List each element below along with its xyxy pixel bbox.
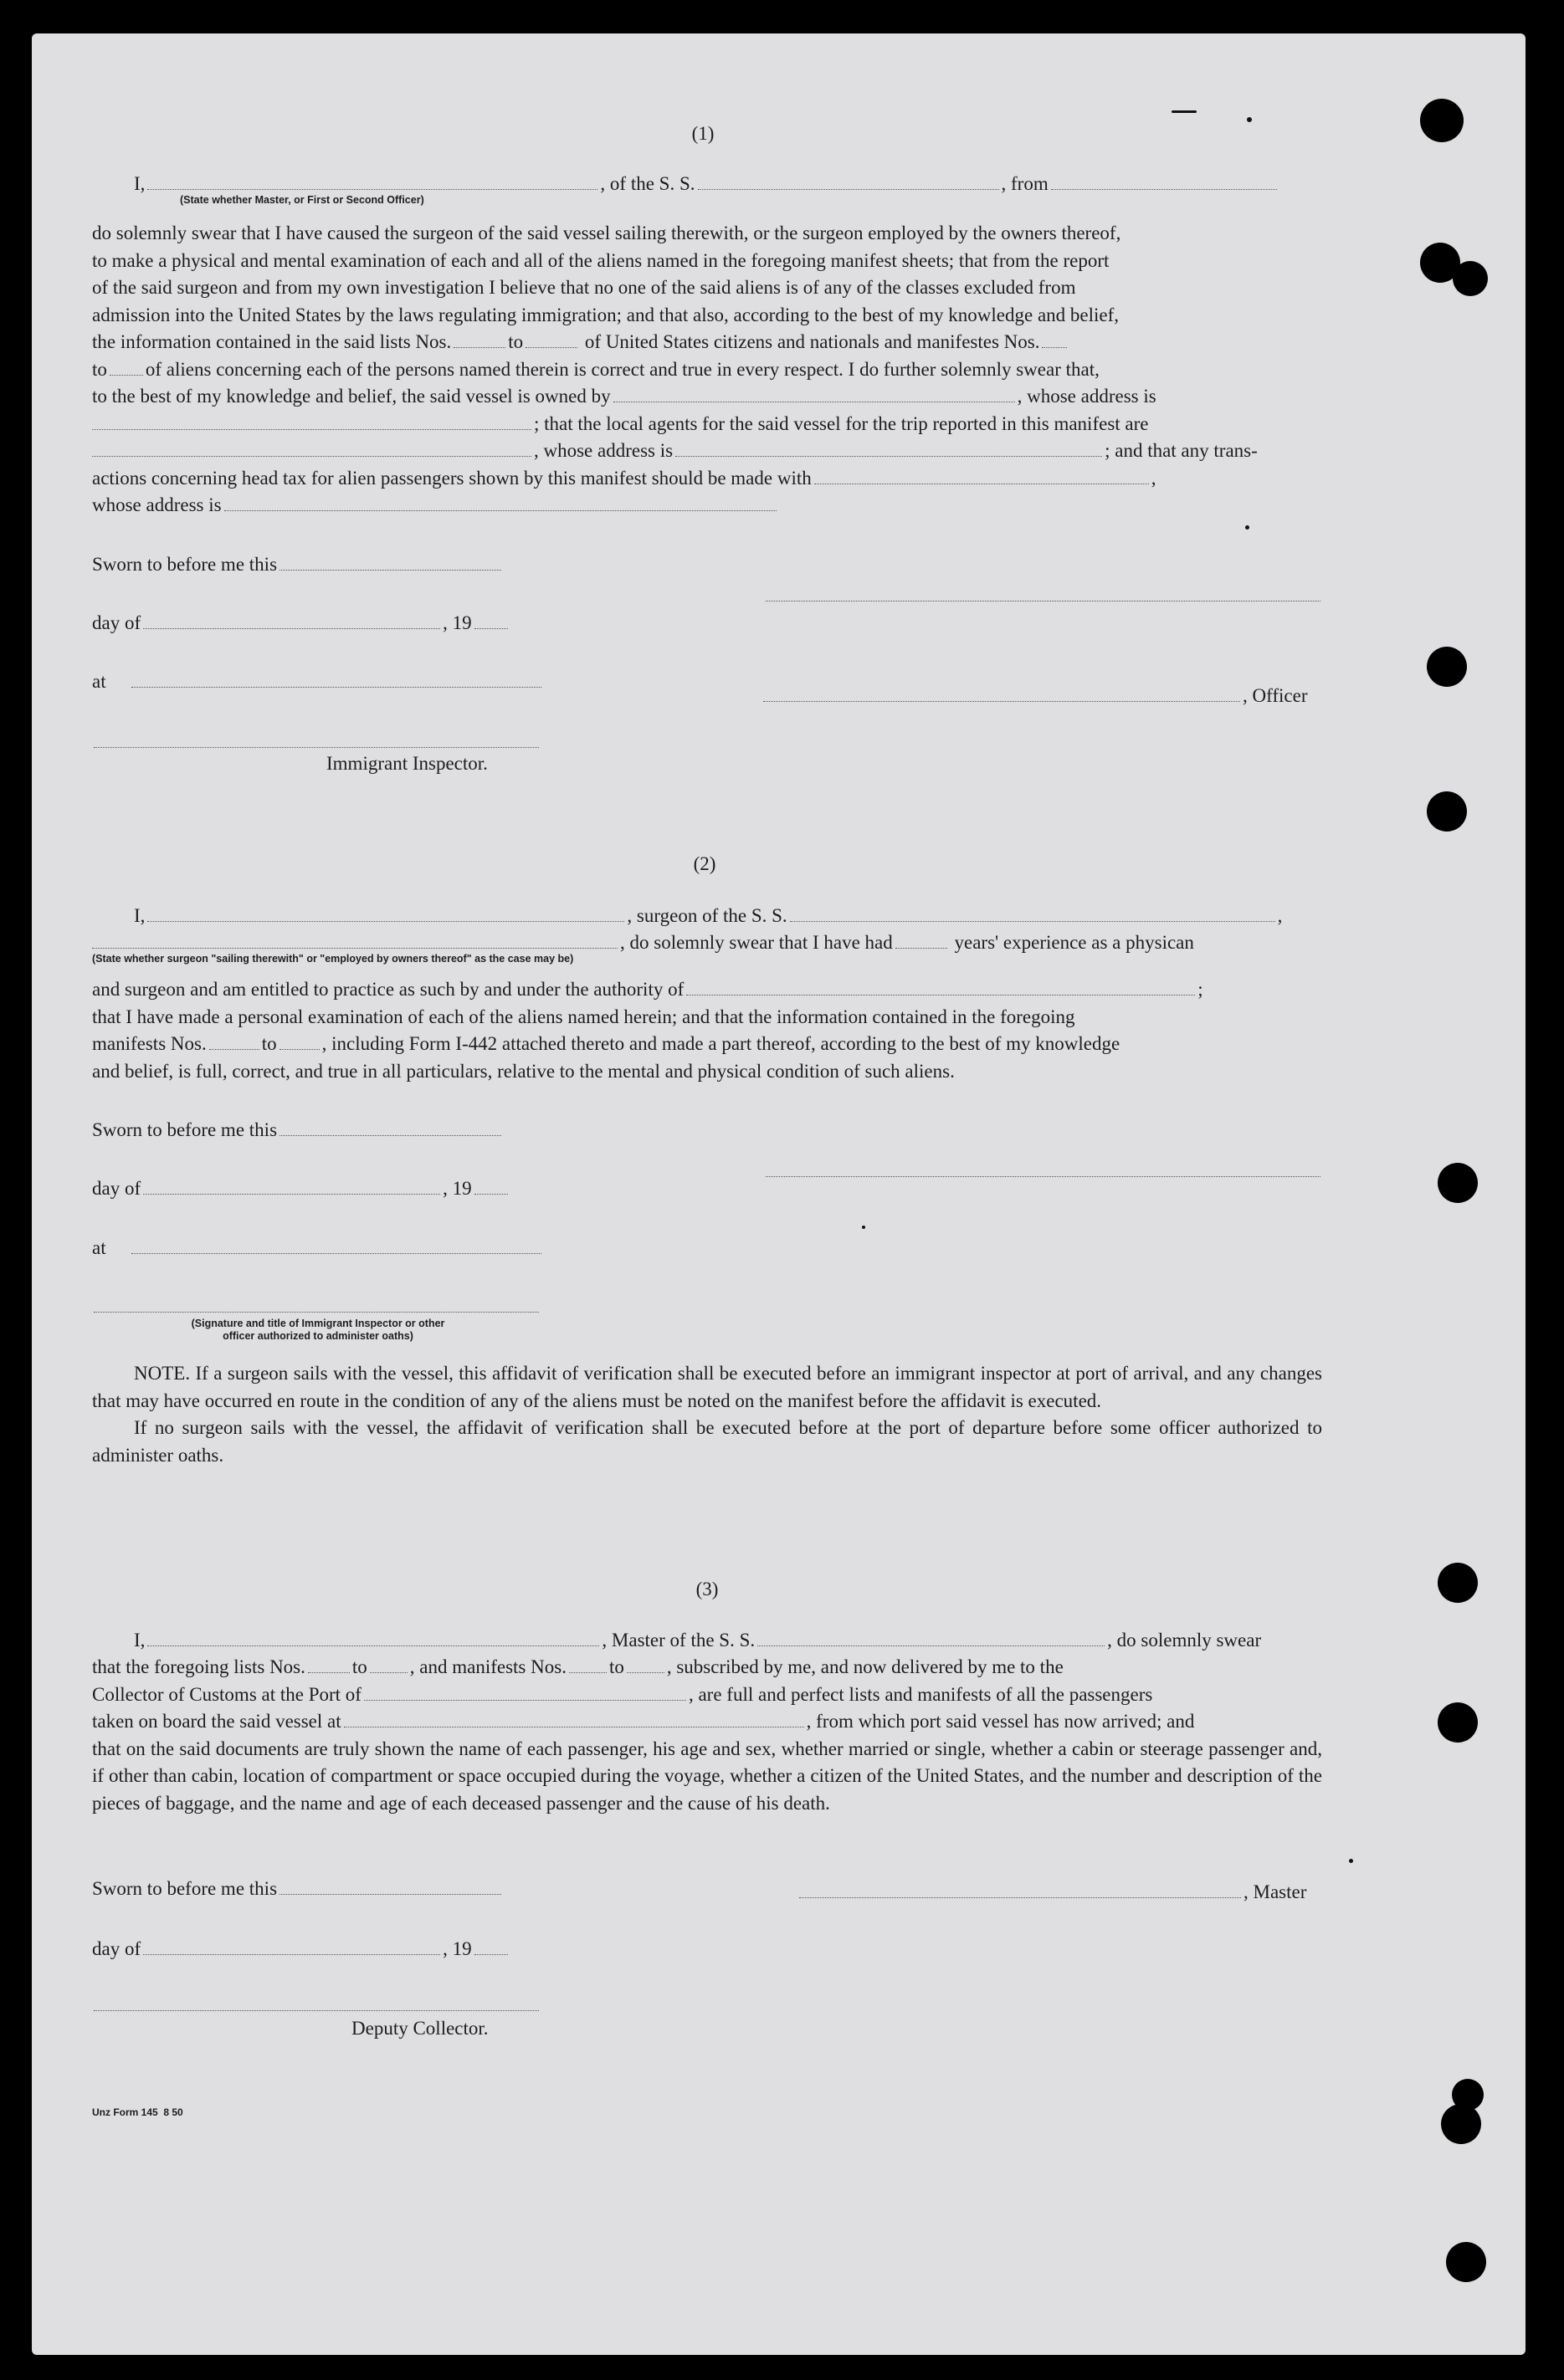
from-label: , from	[1001, 173, 1049, 194]
any-trans-label: ; and that any trans-	[1105, 440, 1258, 461]
of-ss-label: , of the S. S.	[600, 173, 695, 194]
i-label: I,	[134, 173, 146, 194]
sworn-line	[92, 1118, 504, 1143]
form-number: Unz Form 145	[92, 2106, 158, 2118]
manifests-from-field[interactable]	[1042, 346, 1067, 348]
body-text: that on the said documents are truly shown the name of each passenger, his age and sex, whether married or single, whether a cabin or steerage passenger and, if other than cabin, location of compartment or space occupied during the voyage, whether a citizen of the United States, and the number and description of the pieces of baggage, and the name and age of each deceased passenger and the cause of his death.	[92, 1738, 1322, 1814]
manifests-to-field[interactable]	[110, 374, 143, 376]
punch-hole	[1420, 99, 1464, 142]
day-of-label: day of	[92, 1938, 141, 1959]
head-tax-line: actions concerning head tax for alien passengers shown by this manifest should be made with ,	[92, 467, 1156, 489]
to-label: to	[608, 1656, 624, 1677]
day-of-label: day of	[92, 612, 141, 633]
at-field[interactable]	[131, 686, 541, 688]
section2-number: (2)	[693, 853, 716, 874]
taken-label: taken on board the said vessel at	[92, 1711, 341, 1732]
punch-hole	[1441, 2104, 1481, 2144]
master-signature-field[interactable]	[799, 1896, 1241, 1898]
agents-line	[92, 411, 1322, 438]
signature-line[interactable]	[766, 1176, 1320, 1177]
whose-address-label: whose address is	[92, 494, 222, 515]
deputy-signature-line[interactable]	[94, 2010, 539, 2011]
manifests-line	[92, 1031, 1322, 1058]
speck	[1245, 525, 1249, 530]
day-of-field[interactable]	[143, 627, 440, 629]
speck	[1172, 110, 1197, 113]
manifests-label: manifests Nos.	[92, 1033, 207, 1054]
swear-label: , do solemnly swear	[1107, 1630, 1262, 1651]
and-manifests-label: , and manifests Nos.	[409, 1656, 567, 1677]
sworn-label: Sworn to before me this	[92, 1119, 278, 1140]
body-line: do solemnly swear that I have caused the surgeon of the said vessel sailing therewith, or the surgeon employed by the owners thereof,	[92, 223, 1121, 243]
swear-label: , do solemnly swear that I have had	[620, 932, 893, 953]
port-of-embarkation-field[interactable]	[344, 1726, 804, 1727]
punch-hole	[1427, 791, 1467, 832]
lists-label: that the foregoing lists Nos.	[92, 1656, 305, 1677]
authority-label: and surgeon and am entitled to practice as such by and under the authority of	[92, 979, 685, 1000]
section1-body	[92, 220, 1322, 520]
lists-label: the information contained in the said lists Nos.	[92, 331, 452, 352]
day-of-field[interactable]	[143, 1953, 440, 1955]
aliens-text: of aliens concerning each of the persons named therein is correct and true in every respect. I do further solemnly swear that,	[145, 358, 1100, 380]
collector-line	[92, 1681, 1322, 1709]
deputy-collector-label: Deputy Collector.	[351, 2018, 489, 2039]
master-name-field[interactable]	[147, 1645, 599, 1646]
section3-declarant-line	[134, 1628, 1261, 1653]
port-field[interactable]	[364, 1699, 686, 1701]
agents-field[interactable]	[92, 455, 531, 457]
section3-number: (3)	[695, 1579, 719, 1599]
immigrant-inspector-label: Immigrant Inspector.	[326, 753, 488, 774]
year-field[interactable]	[474, 1953, 508, 1955]
surgeon-of-label: , surgeon of the S. S.	[627, 905, 787, 926]
section3-body	[92, 1654, 1322, 1817]
owner-field[interactable]	[613, 401, 1015, 402]
officer-field[interactable]	[763, 700, 1240, 702]
manifests-to-field[interactable]	[279, 1048, 320, 1050]
owner-line	[92, 383, 1322, 411]
officer-line	[763, 683, 1307, 709]
form-date: 8 50	[163, 2106, 183, 2118]
year-field[interactable]	[474, 1193, 508, 1195]
to-label: to	[261, 1033, 277, 1054]
to-label: to	[92, 358, 107, 380]
manifests-label: of United States citizens and nationals and manifestes Nos.	[584, 331, 1040, 352]
body-line: and belief, is full, correct, and true in all particulars, relative to the mental and physical condition of such aliens.	[92, 1060, 955, 1082]
subscribed-text: , subscribed by me, and now delivered by me to the	[666, 1656, 1064, 1677]
from-port-field[interactable]	[1051, 188, 1277, 190]
punch-hole	[1453, 261, 1488, 296]
vessel-name-field[interactable]	[790, 920, 1275, 922]
taken-line	[92, 1708, 1322, 1736]
punch-hole	[1446, 2242, 1486, 2282]
note-paragraph	[92, 1360, 1322, 1415]
body-line: admission into the United States by the laws regulating immigration; and that also, according to the best of my knowledge and belief,	[92, 304, 1120, 325]
surgeon-note: (State whether surgeon "sailing therewith" or "employed by owners thereof" as the case may be)	[92, 953, 574, 965]
local-agents-label: ; that the local agents for the said vessel for the trip reported in this manifest are	[534, 412, 1149, 434]
sworn-label: Sworn to before me this	[92, 554, 278, 575]
to-label: to	[508, 331, 524, 352]
section1-number: (1)	[691, 123, 715, 144]
at-label: at	[92, 671, 106, 692]
note-text: If a surgeon sails with the vessel, this affidavit of verification shall be executed before an immigrant inspector at port of arrival, and any changes that may have occurred en route in the condition of any of the aliens must be noted on the manifest before the affidavit is executed.	[92, 1363, 1322, 1411]
years-line	[92, 930, 1194, 955]
from-which-text: , from which port said vessel has now arrived; and	[806, 1711, 1195, 1732]
manifests-from-field[interactable]	[569, 1671, 607, 1673]
head-tax-address-field[interactable]	[224, 509, 777, 511]
punch-hole	[1427, 647, 1467, 687]
punch-hole	[1438, 1163, 1478, 1203]
signature-note	[92, 1318, 544, 1343]
officer-name-field[interactable]	[147, 188, 597, 190]
head-tax-address-line	[92, 492, 1322, 520]
at-line	[92, 1236, 544, 1261]
vessel-name-field[interactable]	[757, 1645, 1105, 1646]
body-line: of the said surgeon and from my own investigation I believe that no one of the said aliens is of any of the classes excluded from	[92, 277, 1076, 298]
whose-address-label: , whose address is	[534, 440, 674, 461]
speck	[1247, 117, 1252, 122]
head-tax-label: actions concerning head tax for alien passengers shown by this manifest should be made with	[92, 467, 812, 489]
day-of-field[interactable]	[143, 1193, 440, 1195]
year-label: , 19	[443, 1938, 472, 1959]
head-tax-field[interactable]	[814, 483, 1149, 484]
agents-address-field[interactable]	[675, 455, 1102, 457]
sworn-day-field[interactable]	[279, 569, 501, 571]
whose-address-label: , whose address is	[1017, 386, 1156, 407]
speck	[1349, 1859, 1353, 1863]
master-of-label: , Master of the S. S.	[602, 1630, 756, 1651]
lists-from-field[interactable]	[308, 1671, 350, 1673]
to-label: to	[351, 1656, 367, 1677]
sworn-line	[92, 552, 504, 577]
surgeon-name-field[interactable]	[147, 920, 624, 922]
note-paragraph: If no surgeon sails with the vessel, the affidavit of verification shall be executed before at the port of departure before some officer authorized to administer oaths.	[92, 1417, 1322, 1466]
officer-note: (State whether Master, or First or Second Officer)	[180, 194, 424, 206]
authority-line: and surgeon and am entitled to practice as such by and under the authority of ;	[92, 979, 1203, 1000]
at-line	[92, 669, 544, 694]
experience-label: years' experience as a physican	[954, 932, 1194, 953]
vessel-name-field[interactable]	[698, 188, 999, 190]
aliens-line	[92, 356, 1322, 384]
master-label: , Master	[1244, 1881, 1307, 1902]
i-label: I,	[134, 1630, 146, 1651]
lists-line	[92, 1654, 1322, 1681]
lists-to-field[interactable]	[526, 346, 577, 348]
section2-body	[92, 976, 1322, 1085]
note-block	[92, 1360, 1322, 1469]
lists-from-field[interactable]	[454, 346, 505, 348]
sworn-label: Sworn to before me this	[92, 1878, 278, 1899]
manifests-from-field[interactable]	[209, 1048, 259, 1050]
day-of-label: day of	[92, 1178, 141, 1199]
officer-label: , Officer	[1243, 685, 1308, 706]
inspector-signature-line[interactable]	[94, 747, 539, 748]
manifests-to-field[interactable]	[627, 1671, 664, 1673]
form-number-line	[92, 2106, 183, 2119]
full-perfect-text: , are full and perfect lists and manifests of all the passengers	[688, 1683, 1153, 1705]
authority-field[interactable]	[686, 994, 1195, 996]
sworn-day-field[interactable]	[279, 1134, 501, 1136]
day-of-line	[92, 1937, 510, 1962]
surgeon-status-field[interactable]	[92, 947, 618, 949]
day-of-line	[92, 611, 510, 636]
year-label: , 19	[443, 612, 472, 633]
lists-line	[92, 329, 1322, 356]
owner-address-field[interactable]	[92, 428, 531, 430]
agent-address-line	[92, 438, 1322, 465]
including-text: , including Form I-442 attached thereto and made a part thereof, according to the best of my knowledge	[321, 1033, 1120, 1054]
inspector-signature-line[interactable]	[94, 1312, 539, 1313]
lists-to-field[interactable]	[370, 1671, 408, 1673]
section1-declarant-line	[134, 171, 1279, 197]
i-label: I,	[134, 905, 146, 926]
punch-hole	[1438, 1563, 1478, 1603]
owned-by-label: to the best of my knowledge and belief, the said vessel is owned by	[92, 386, 611, 407]
speck	[862, 1226, 865, 1229]
sworn-line	[92, 1876, 504, 1901]
master-line	[799, 1880, 1306, 1905]
punch-hole	[1438, 1702, 1478, 1743]
signature-note-line: officer authorized to administer oaths)	[223, 1330, 413, 1342]
signature-note-line: (Signature and title of Immigrant Inspector or other	[191, 1318, 445, 1329]
year-label: , 19	[443, 1178, 472, 1199]
years-field[interactable]	[895, 947, 947, 949]
section2-declarant-line: I, , surgeon of the S. S. ,	[134, 905, 1283, 926]
collector-label: Collector of Customs at the Port of	[92, 1683, 362, 1705]
body-line: that I have made a personal examination of each of the aliens named herein; and that the information contained in the foregoing	[92, 1006, 1075, 1027]
note-label: NOTE.	[134, 1363, 191, 1384]
at-label: at	[92, 1237, 106, 1258]
body-line: to make a physical and mental examination of each and all of the aliens named in the foregoing manifest sheets; that from the report	[92, 249, 1110, 271]
at-field[interactable]	[131, 1252, 541, 1254]
year-field[interactable]	[474, 627, 508, 629]
day-of-line	[92, 1176, 510, 1201]
sworn-day-field[interactable]	[279, 1893, 501, 1895]
